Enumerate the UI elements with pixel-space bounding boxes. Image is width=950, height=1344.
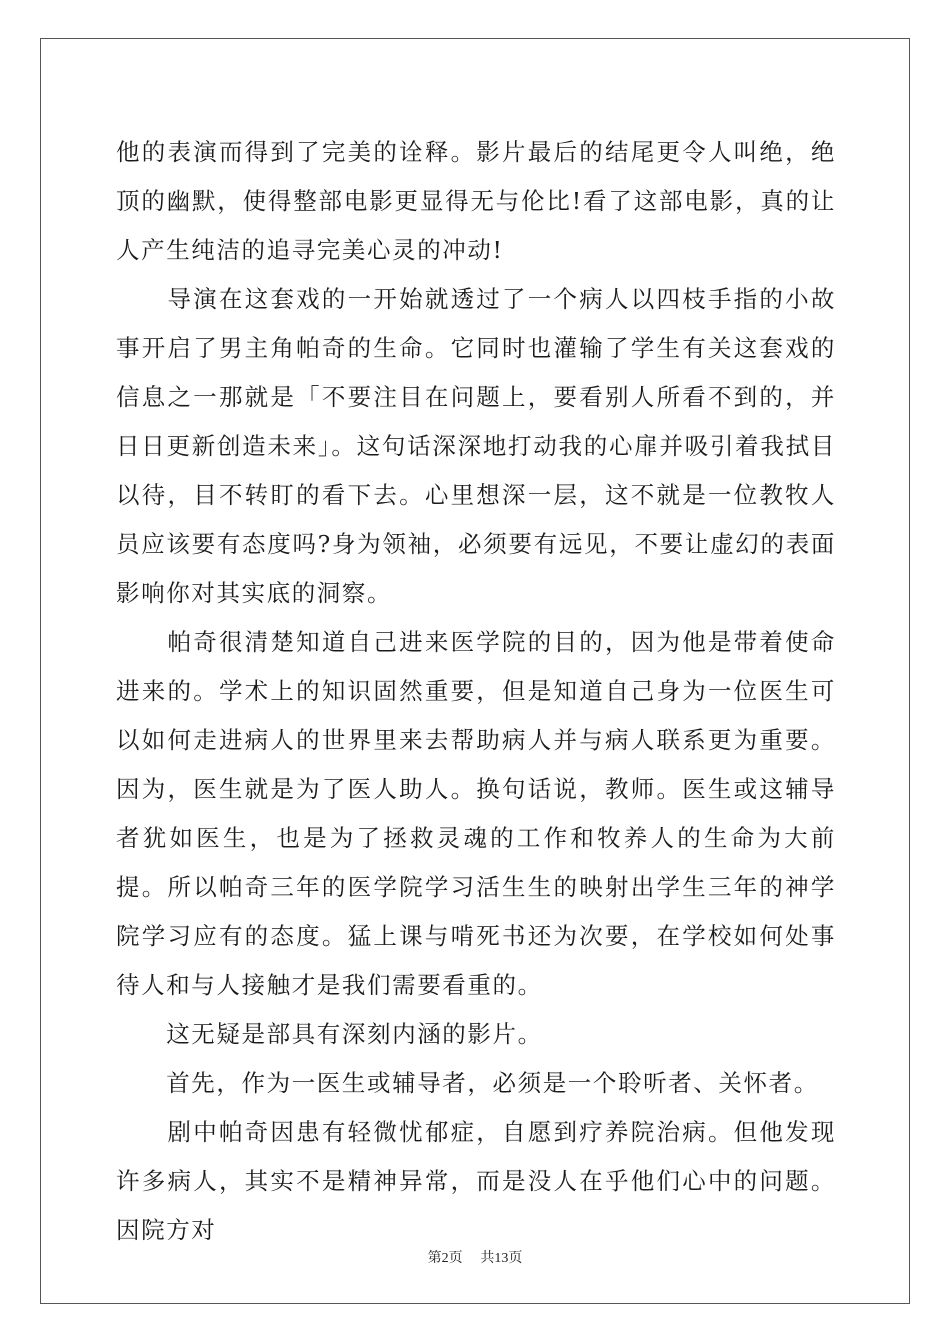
total-prefix: 共 <box>480 1250 495 1266</box>
page-footer <box>0 1247 950 1267</box>
document-body <box>116 128 836 1255</box>
paragraph-1: 他的表演而得到了完美的诠释。影片最后的结尾更令人叫绝，绝顶的幽默，使得整部电影更显得无与伦比!看了这部电影，真的让人产生纯洁的追寻完美心灵的冲动! <box>116 138 836 264</box>
total-pages: 13 <box>494 1251 509 1266</box>
paragraph-3: 帕奇很清楚知道自己进来医学院的目的，因为他是带着使命进来的。学术上的知识固然重要，但是知道自己身为一位医生可以如何走进病人的世界里来去帮助病人并与病人联系更为重要。因为，医生就是为了医人助人。换句话说，教师。医生或这辅导者犹如医生，也是为了拯救灵魂的工作和牧养人的生命为大前提。所以帕奇三年的医学院学习活生生的映射出学生三年的神学院学习应有的态度。猛上课与啃死书还为次要，在学校如何处事待人和与人接触才是我们需要看重的。 <box>116 628 836 999</box>
paragraph-5: 首先，作为一医生或辅导者，必须是一个聆听者、关怀者。 <box>116 1069 819 1097</box>
page-prefix: 第 <box>427 1250 442 1266</box>
paragraph-4: 这无疑是部具有深刻内涵的影片。 <box>116 1020 543 1048</box>
page-number: 2 <box>441 1251 449 1266</box>
page-unit: 页 <box>448 1250 463 1266</box>
total-unit: 页 <box>508 1250 523 1266</box>
paragraph-6: 剧中帕奇因患有轻微忧郁症，自愿到疗养院治病。但他发现许多病人，其实不是精神异常，而是没人在乎他们心中的问题。因院方对 <box>116 1118 836 1244</box>
paragraph-2: 导演在这套戏的一开始就透过了一个病人以四枝手指的小故事开启了男主角帕奇的生命。它同时也灌输了学生有关这套戏的信息之一那就是「不要注目在问题上，要看别人所看不到的，并日日更新创造未来」。这句话深深地打动我的心扉并吸引着我拭目以待，目不转盯的看下去。心里想深一层，这不就是一位教牧人员应该要有态度吗?身为领袖，必须要有远见，不要让虚幻的表面影响你对其实底的洞察。 <box>116 285 836 607</box>
